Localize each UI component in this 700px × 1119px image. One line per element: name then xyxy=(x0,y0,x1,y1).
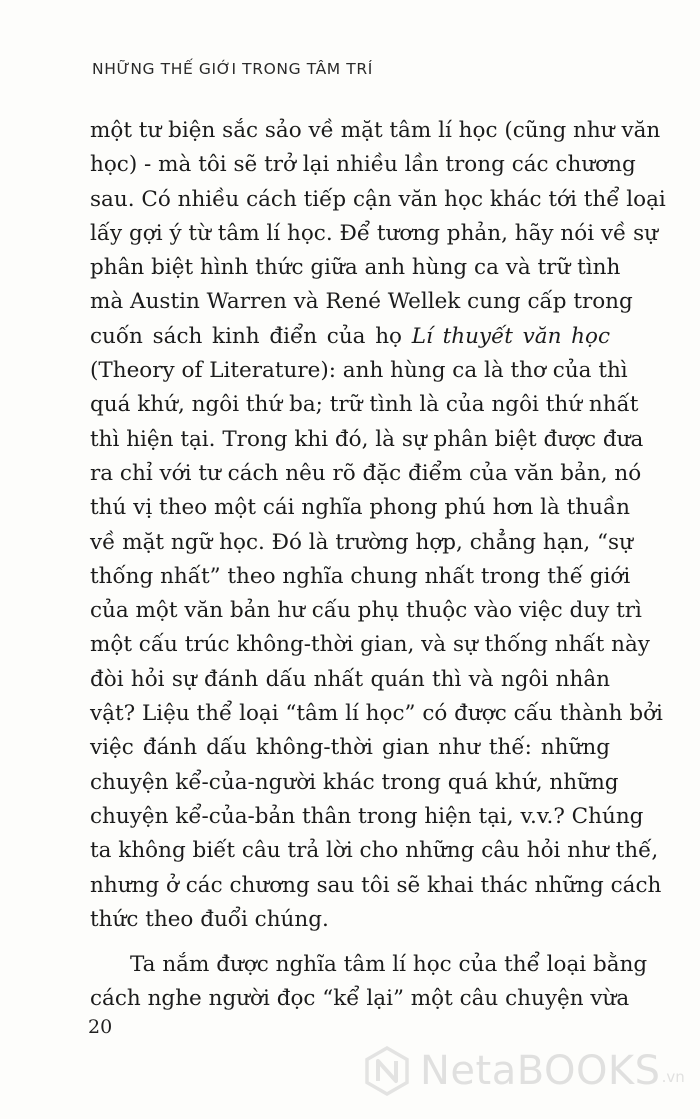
text-line: cách nghe người đọc “kể lại” một câu chuyện vừa xyxy=(90,986,630,1012)
netabooks-watermark xyxy=(362,1046,685,1096)
body-text xyxy=(90,114,666,1017)
text-line: một cấu trúc không-thời gian, và sự thống nhất này xyxy=(90,632,650,658)
text-line-last: thức theo đuổi chúng. xyxy=(90,906,329,932)
book-title-italic: Lí thuyết văn học xyxy=(411,323,610,349)
text-line-indented: Ta nắm được nghĩa tâm lí học của thể loại bằng xyxy=(130,952,648,978)
text-line: về mặt ngữ học. Đó là trường hợp, chẳng hạn, “sự xyxy=(90,529,633,555)
text-line: nhưng ở các chương sau tôi sẽ khai thác những cách xyxy=(90,872,662,898)
text-line: việc đánh dấu không-thời gian như thế: những xyxy=(90,735,610,761)
running-header: NHỮNG THẾ GIỚI TRONG TÂM TRÍ xyxy=(92,60,373,78)
text-line: ta không biết câu trả lời cho những câu hỏi như thế, xyxy=(90,838,659,864)
page-number: 20 xyxy=(88,1016,113,1038)
watermark-brand: NetaBOOKS xyxy=(420,1048,661,1094)
text-line: mà Austin Warren và René Wellek cung cấp trong xyxy=(90,289,633,315)
text-line: phân biệt hình thức giữa anh hùng ca và trữ tình xyxy=(90,255,621,281)
text-line: chuyện kể-của-bản thân trong hiện tại, v.v.? Chúng xyxy=(90,803,644,829)
text-run: cuốn sách kinh điển của họ xyxy=(90,323,412,349)
text-line: thì hiện tại. Trong khi đó, là sự phân biệt được đưa xyxy=(90,426,644,452)
text-line: thống nhất” theo nghĩa chung nhất trong thế giới xyxy=(90,563,631,589)
text-line: đòi hỏi sự đánh dấu nhất quán thì và ngôi nhân xyxy=(90,666,610,692)
text-line: vật? Liệu thể loại “tâm lí học” có được cấu thành bởi xyxy=(90,701,663,727)
text-line-with-title xyxy=(90,320,610,354)
text-line: (Theory of Literature): anh hùng ca là thơ của thì xyxy=(90,358,628,384)
text-line: quá khứ, ngôi thứ ba; trữ tình là của ngôi thứ nhất xyxy=(90,392,639,418)
text-line: một tư biện sắc sảo về mặt tâm lí học (cũng như văn xyxy=(90,118,661,143)
text-line: sau. Có nhiều cách tiếp cận văn học khác tới thể loại xyxy=(90,186,666,212)
paragraph-1 xyxy=(90,114,666,937)
text-line: ra chỉ với tư cách nêu rõ đặc điểm của văn bản, nó xyxy=(90,460,642,486)
text-line: của một văn bản hư cấu phụ thuộc vào việc duy trì xyxy=(90,598,642,624)
paragraph-gap xyxy=(90,937,610,948)
watermark-suffix: .vn xyxy=(661,1068,685,1086)
text-line: chuyện kể-của-người khác trong quá khứ, những xyxy=(90,769,619,795)
netabooks-logo-icon xyxy=(362,1046,412,1096)
paragraph-2 xyxy=(90,948,648,1017)
text-line: học) - mà tôi sẽ trở lại nhiều lần trong các chương xyxy=(90,152,636,178)
text-line: thú vị theo một cái nghĩa phong phú hơn là thuần xyxy=(90,495,631,521)
text-line: lấy gợi ý từ tâm lí học. Để tương phản, hãy nói về sự xyxy=(90,220,658,246)
